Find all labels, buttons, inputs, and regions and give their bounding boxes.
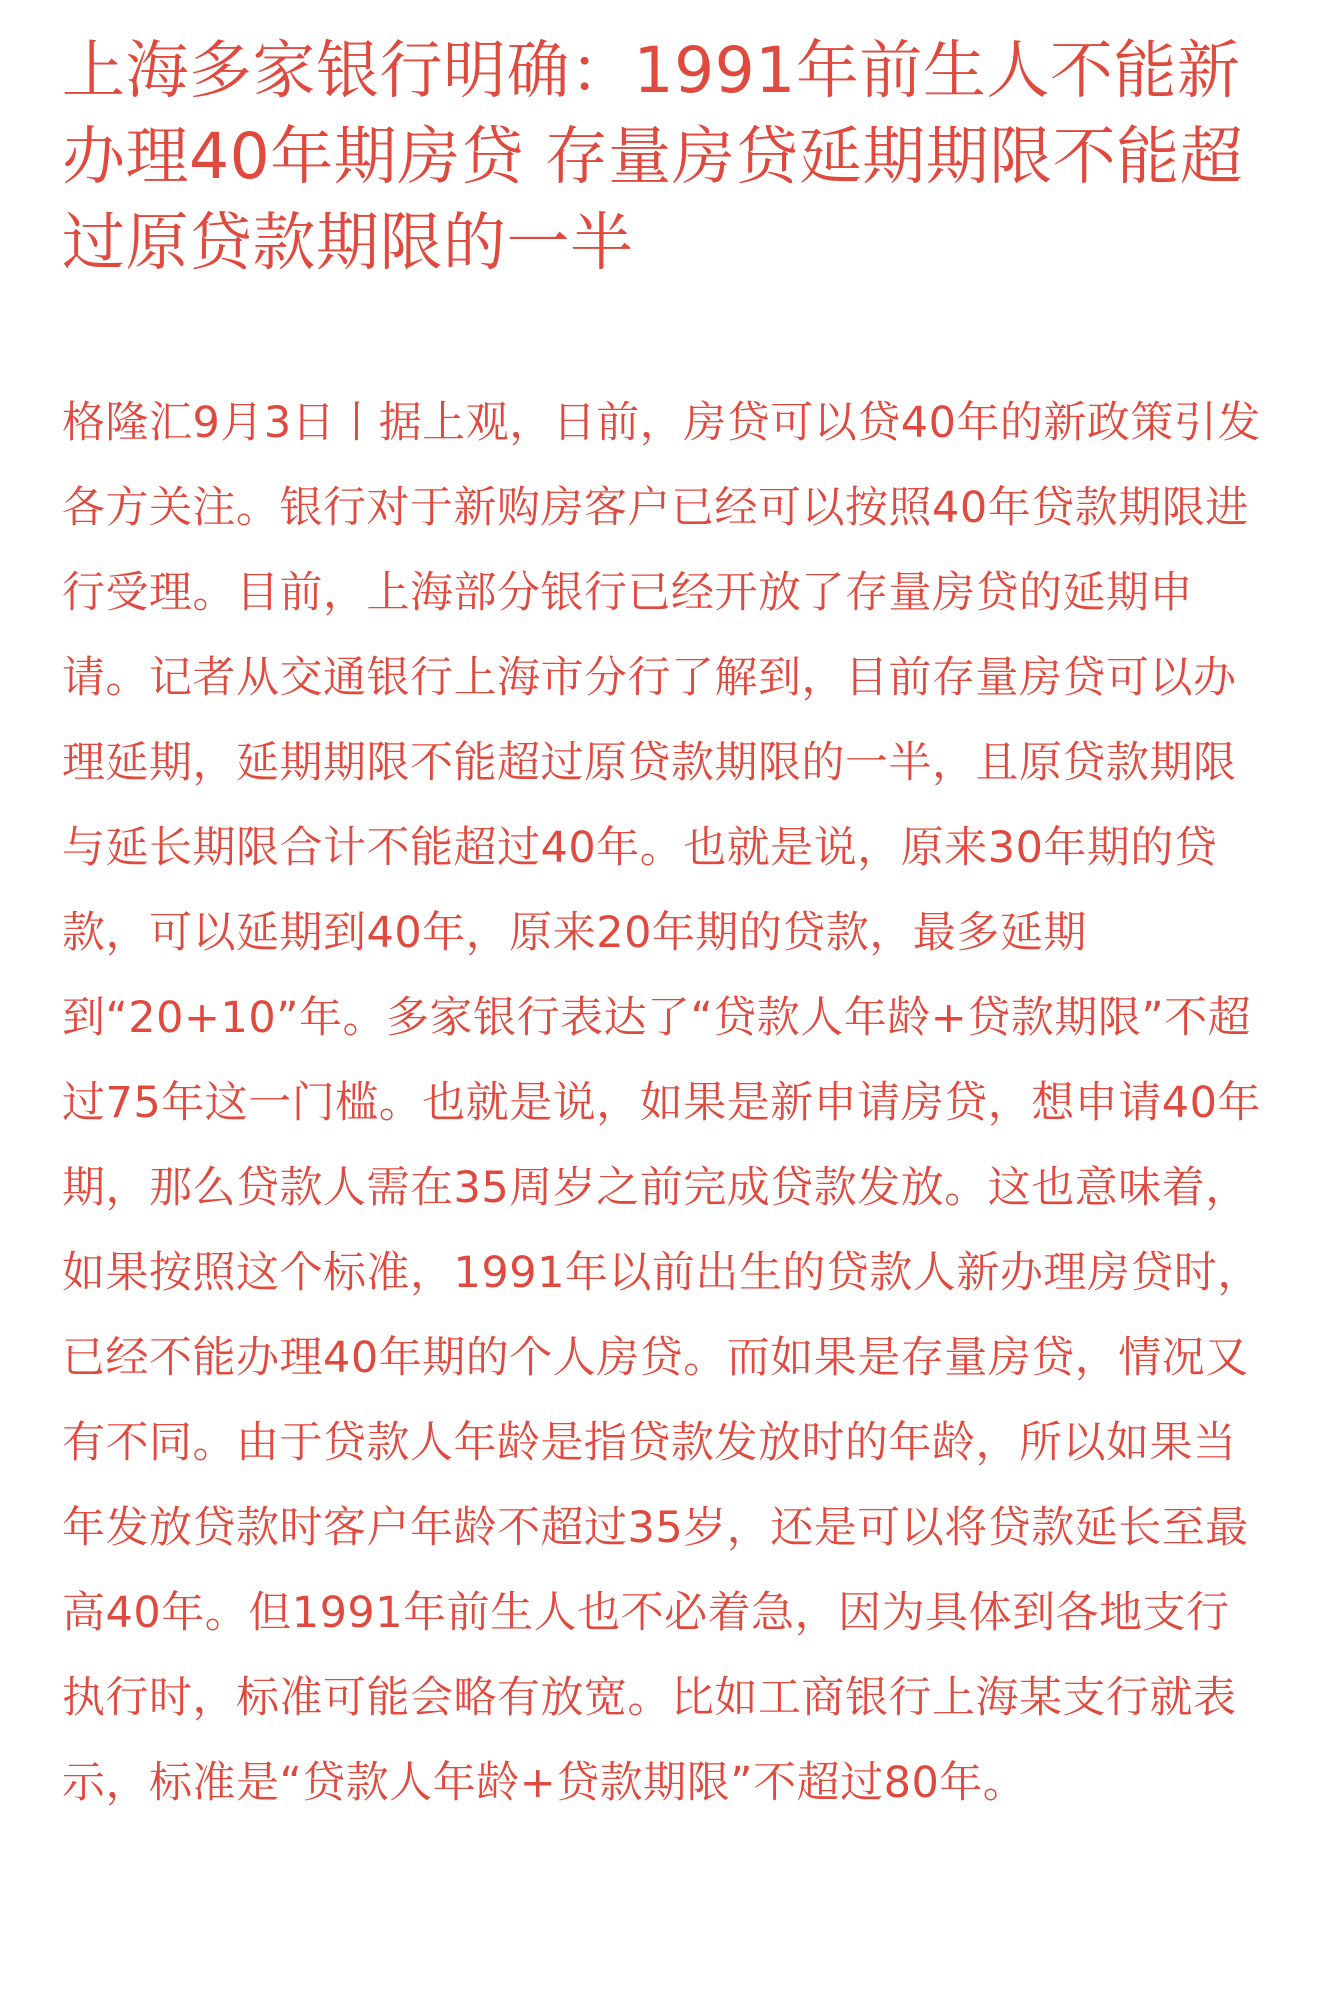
article-title: 上海多家银行明确：1991年前生人不能新办理40年期房贷 存量房贷延期期限不能超过原贷款期限的一半	[62, 34, 1244, 279]
article-body: 格隆汇9月3日丨据上观，日前，房贷可以贷40年的新政策引发各方关注。银行对于新购房客户已经可以按照40年贷款期限进行受理。目前，上海部分银行已经开放了存量房贷的延期申请。记者从交通银行上海市分行了解到，目前存量房贷可以办理延期，延期期限不能超过原贷款期限的一半，且原贷款期限与延长期限合计不能超过40年。也就是说，原来30年期的贷款，可以延期到40年，原来20年期的贷款，最多延期到“20+10”年。多家银行表达了“贷款人年龄+贷款期限”不超过75年这一门槛。也就是说，如果是新申请房贷，想申请40年期，那么贷款人需在35周岁之前完成贷款发放。这也意味着，如果按照这个标准，1991年以前出生的贷款人新办理房贷时，已经不能办理40年期的个人房贷。而如果是存量房贷，情况又有不同。由于贷款人年龄是指贷款发放时的年龄，所以如果当年发放贷款时客户年龄不超过35岁，还是可以将贷款延长至最高40年。但1991年前生人也不必着急，因为具体到各地支行执行时，标准可能会略有放宽。比如工商银行上海某支行就表示，标准是“贷款人年龄+贷款期限”不超过80年。	[62, 398, 1261, 1808]
article	[62, 28, 1267, 1826]
